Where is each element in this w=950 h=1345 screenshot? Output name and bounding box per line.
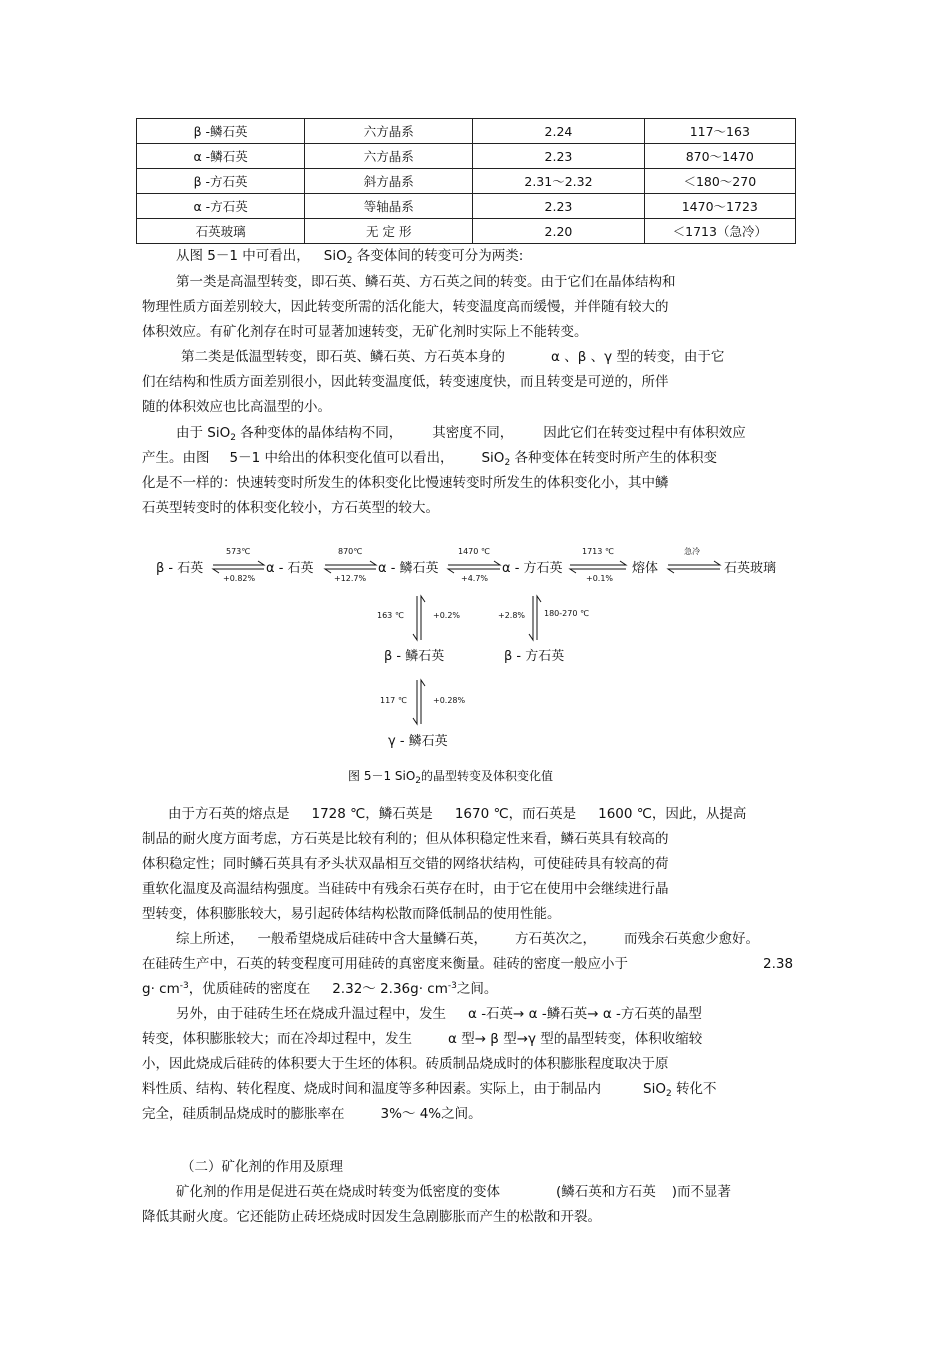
para1-line4: 体积效应。有矿化剂存在时可显著加速转变，无矿化剂时实际上不能转变。 [142, 324, 588, 340]
arrow-2 [325, 561, 376, 573]
arrow-7 [529, 596, 541, 640]
table-cell: 石英玻璃 [137, 219, 305, 244]
node-melt: 熔体 [632, 561, 659, 576]
node-beta-cristobalite: β - 方石英 [504, 649, 565, 664]
para4-line3: 体积稳定性；同时鳞石英具有矛头状双晶相互交错的网络状结构，可使硅砖具有较高的荷 [142, 856, 669, 872]
table-cell: 870～1470 [644, 144, 795, 169]
arrow-6-temp: 163 ℃ [377, 611, 404, 620]
arrow-7-volume: +2.8% [498, 611, 526, 620]
table-cell: ＜180～270 [644, 169, 795, 194]
arrow-7-temp: 180-270 ℃ [544, 609, 589, 618]
figure-caption: 图 5－1 SiO$_2$的晶型转变及体积变化值 [348, 769, 554, 786]
table-cell: 2.24 [473, 119, 644, 144]
arrow-5-label: 急冷 [684, 547, 700, 556]
table-cell: β -鳞石英 [137, 119, 305, 144]
para2-line3: 随的体积效应也比高温型的小。 [142, 399, 331, 415]
table-cell: 等轴晶系 [305, 194, 473, 219]
para4-line5: 型转变，体积膨胀较大，易引起砖体结构松散而降低制品的使用性能。 [142, 906, 561, 922]
arrow-2-temp: 870℃ [338, 547, 363, 556]
arrow-1-temp: 573℃ [226, 547, 251, 556]
para6-line1: 另外，由于硅砖生坯在烧成升温过程中，发生 α -石英→ α -鳞石英→ α -方石英的晶型 [176, 1006, 702, 1022]
para4-line4: 重软化温度及高温结构强度。当硅砖中有残余石英存在时，由于它在使用中会继续进行晶 [142, 881, 669, 897]
para6-line4: 料性质、结构、转化程度、烧成时间和温度等多种因素。实际上，由于制品内 SiO$_2$ 转化不 [142, 1081, 717, 1099]
node-beta-tridymite: β - 鳞石英 [384, 649, 445, 664]
node-alpha-tridymite: α - 鳞石英 [378, 561, 439, 576]
table-cell: 2.20 [473, 219, 644, 244]
arrow-6 [413, 596, 425, 640]
table-cell: 2.31～2.32 [473, 169, 644, 194]
para2-line1: 第二类是低温型转变，即石英、鳞石英、方石英本身的 α 、β 、γ 型的转变，由于它 [181, 349, 725, 365]
arrow-3 [448, 561, 500, 573]
arrow-2-volume: +12.7% [334, 574, 367, 583]
table-cell: 117～163 [644, 119, 795, 144]
para5-line1: 综上所述， 一般希望烧成后硅砖中含大量鳞石英， 方石英次之， 而残余石英愈少愈好。 [176, 931, 759, 947]
table-cell: 六方晶系 [305, 119, 473, 144]
para3-line2: 产生。由图 5－1 中给出的体积变化值可以看出， SiO$_2$ 各种变体在转变时所产生的体积变 [142, 450, 717, 468]
arrow-4 [570, 561, 626, 573]
arrow-8-temp: 117 ℃ [380, 696, 407, 705]
table-cell: 2.23 [473, 144, 644, 169]
table-cell: ＜1713（急冷） [644, 219, 795, 244]
arrow-3-volume: +4.7% [461, 574, 489, 583]
para4-line1: 由于方石英的熔点是 1728 ℃，鳞石英是 1670 ℃，而石英是 1600 ℃，因此，从提高 [168, 806, 747, 822]
arrow-4-volume: +0.1% [586, 574, 614, 583]
table-cell: 1470～1723 [644, 194, 795, 219]
arrow-6-volume: +0.2% [433, 611, 461, 620]
para2-line2: 们在结构和性质方面差别很小，因此转变温度低，转变速度快，而且转变是可逆的，所伴 [142, 374, 669, 390]
para1-line3: 物理性质方面差别较大，因此转变所需的活化能大，转变温度高而缓慢，并伴随有较大的 [142, 299, 669, 315]
para6-line3: 小，因此烧成后硅砖的体积要大于生坯的体积。砖质制品烧成时的体积膨胀程度取决于原 [142, 1056, 669, 1072]
node-alpha-cristobalite: α - 方石英 [502, 561, 563, 576]
para3-line4: 石英型转变时的体积变化较小，方石英型的较大。 [142, 500, 439, 516]
table-cell: α -方石英 [137, 194, 305, 219]
para3-line3: 化是不一样的：快速转变时所发生的体积变化比慢速转变时所发生的体积变化小，其中鳞 [142, 475, 669, 491]
arrow-4-temp: 1713 ℃ [582, 547, 614, 556]
section-heading: （二）矿化剂的作用及原理 [181, 1159, 343, 1175]
arrow-3-temp: 1470 ℃ [458, 547, 490, 556]
table-cell: 2.23 [473, 194, 644, 219]
arrow-8 [413, 680, 425, 724]
table-cell: α -鳞石英 [137, 144, 305, 169]
para3-line1: 由于 SiO$_2$ 各种变体的晶体结构不同， 其密度不同， 因此它们在转变过程中有体积效应 [176, 425, 746, 443]
para7-line1: 矿化剂的作用是促进石英在烧成时转变为低密度的变体 (鳞石英和方石英 )而不显著 [176, 1184, 732, 1200]
table-cell: 斜方晶系 [305, 169, 473, 194]
para4-line2: 制品的耐火度方面考虑，方石英是比较有利的；但从体积稳定性来看，鳞石英具有较高的 [142, 831, 669, 847]
para1-line1: 从图 5－1 中可看出， SiO$_2$ 各变体间的转变可分为两类: [176, 248, 524, 266]
node-alpha-quartz: α - 石英 [266, 561, 314, 576]
table-cell: β -方石英 [137, 169, 305, 194]
table-cell: 无 定 形 [305, 219, 473, 244]
para1-line2: 第一类是高温型转变，即石英、鳞石英、方石英之间的转变。由于它们在晶体结构和 [176, 274, 676, 290]
para6-line5: 完全，硅质制品烧成时的膨胀率在 3%～ 4%之间。 [142, 1106, 482, 1122]
arrow-8-volume: +0.28% [433, 696, 466, 705]
para5-line3: $g\cdot cm^{-3}$，优质硅砖的密度在 2.32～ $2.36g\cdot cm^{-3}$之间。 [142, 981, 498, 997]
node-gamma-tridymite: γ - 鳞石英 [388, 734, 448, 749]
node-quartz-glass: 石英玻璃 [724, 561, 777, 576]
node-beta-quartz: β - 石英 [156, 561, 204, 576]
arrow-1-volume: +0.82% [223, 574, 256, 583]
para7-line2: 降低其耐火度。它还能防止砖坯烧成时因发生急剧膨胀而产生的松散和开裂。 [142, 1209, 601, 1225]
table-cell: 六方晶系 [305, 144, 473, 169]
arrow-1 [213, 561, 264, 573]
para6-line2: 转变，体积膨胀较大；而在冷却过程中，发生 α 型→ β 型→γ 型的晶型转变，体积收缩较 [142, 1031, 703, 1047]
arrow-5 [668, 561, 720, 573]
para5-line2: 在硅砖生产中，石英的转变程度可用硅砖的真密度来衡量。硅砖的密度一般应小于 2.38 [142, 956, 794, 972]
